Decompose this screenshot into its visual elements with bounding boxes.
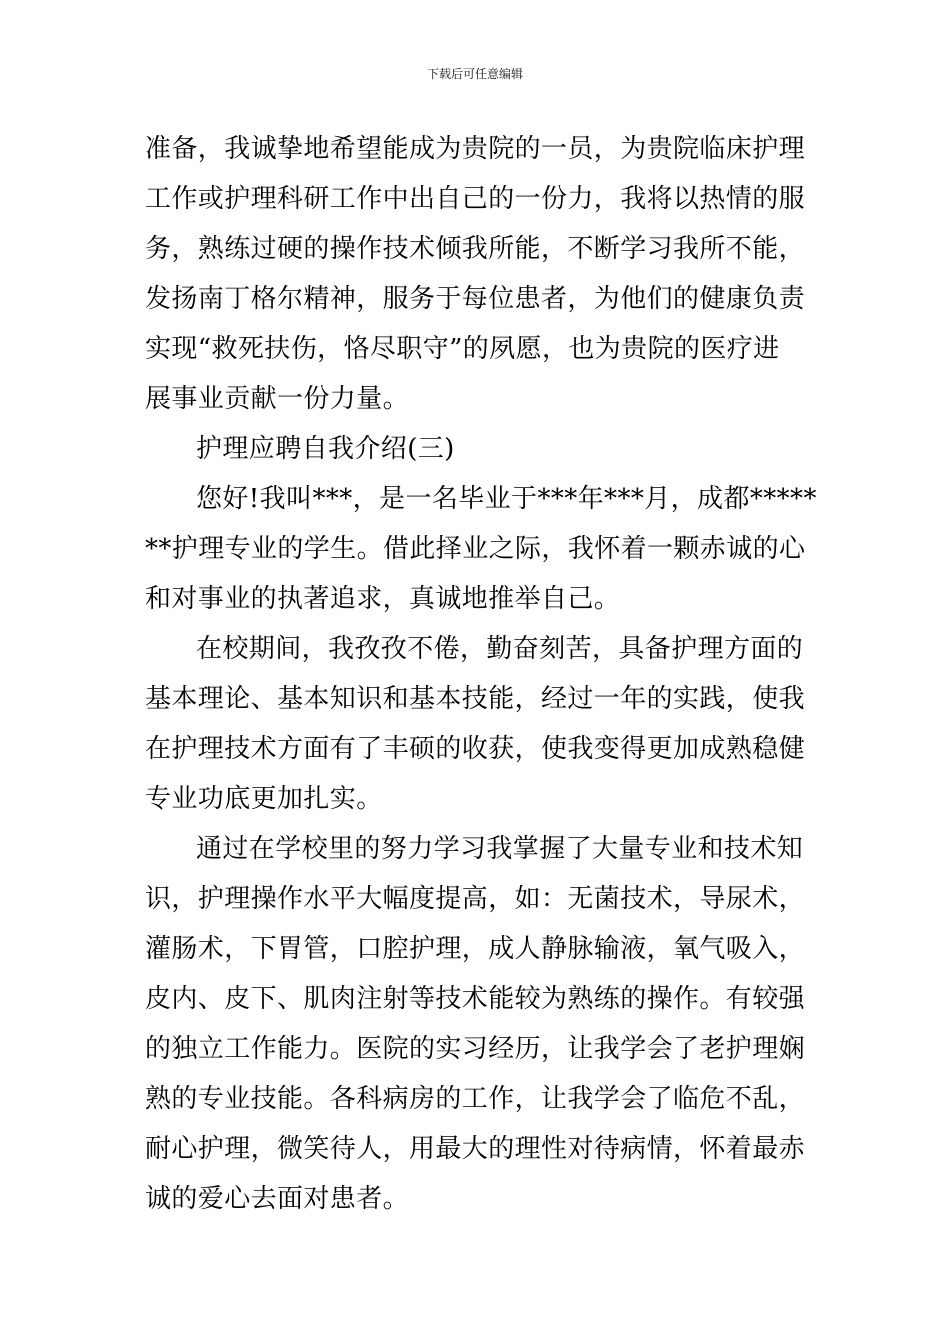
section-heading: 护理应聘自我介绍(三) [196,434,455,464]
text-line: 灌肠术，下胃管，口腔护理，成人静脉输液，氧气吸入， [145,934,806,964]
text-line: 务，熟练过硬的操作技术倾我所能，不断学习我所不能， [145,234,806,264]
text-line: 耐心护理，微笑待人，用最大的理性对待病情，怀着最赤 [145,1134,806,1164]
text-line: 和对事业的执著追求，真诚地推举自己。 [145,584,621,614]
text-line: 准备，我诚挚地希望能成为贵院的一员，为贵院临床护理 [145,134,806,164]
text-line: 发扬南丁格尔精神，服务于每位患者，为他们的健康负责 [145,284,806,314]
text-line: 专业功底更加扎实。 [145,784,383,814]
text-line: 的独立工作能力。医院的实习经历，让我学会了老护理娴 [145,1034,806,1064]
text-line: 您好!我叫***，是一名毕业于***年***月，成都***** [196,484,817,514]
text-line: 诚的爱心去面对患者。 [145,1184,410,1214]
text-line: 在校期间，我孜孜不倦，勤奋刻苦，具备护理方面的 [196,634,804,664]
header-note: 下载后可任意编辑 [426,67,523,81]
text-line: 熟的专业技能。各科病房的工作，让我学会了临危不乱， [145,1084,806,1114]
text-line: 工作或护理科研工作中出自己的一份力，我将以热情的服 [145,184,806,214]
text-line: 展事业贡献一份力量。 [145,384,410,414]
text-line: 识，护理操作水平大幅度提高，如：无菌技术，导尿术， [145,884,806,914]
text-line: 在护理技术方面有了丰硕的收获，使我变得更加成熟稳健 [145,734,806,764]
text-line: **护理专业的学生。借此择业之际，我怀着一颗赤诚的心 [145,534,806,564]
text-line: 皮内、皮下、肌肉注射等技术能较为熟练的操作。有较强 [145,984,806,1014]
text-line: 基本理论、基本知识和基本技能，经过一年的实践，使我 [145,684,806,714]
text-line: 通过在学校里的努力学习我掌握了大量专业和技术知 [196,834,804,864]
text-line: 实现“救死扶伤，恪尽职守”的夙愿，也为贵院的医疗进 [145,334,780,364]
